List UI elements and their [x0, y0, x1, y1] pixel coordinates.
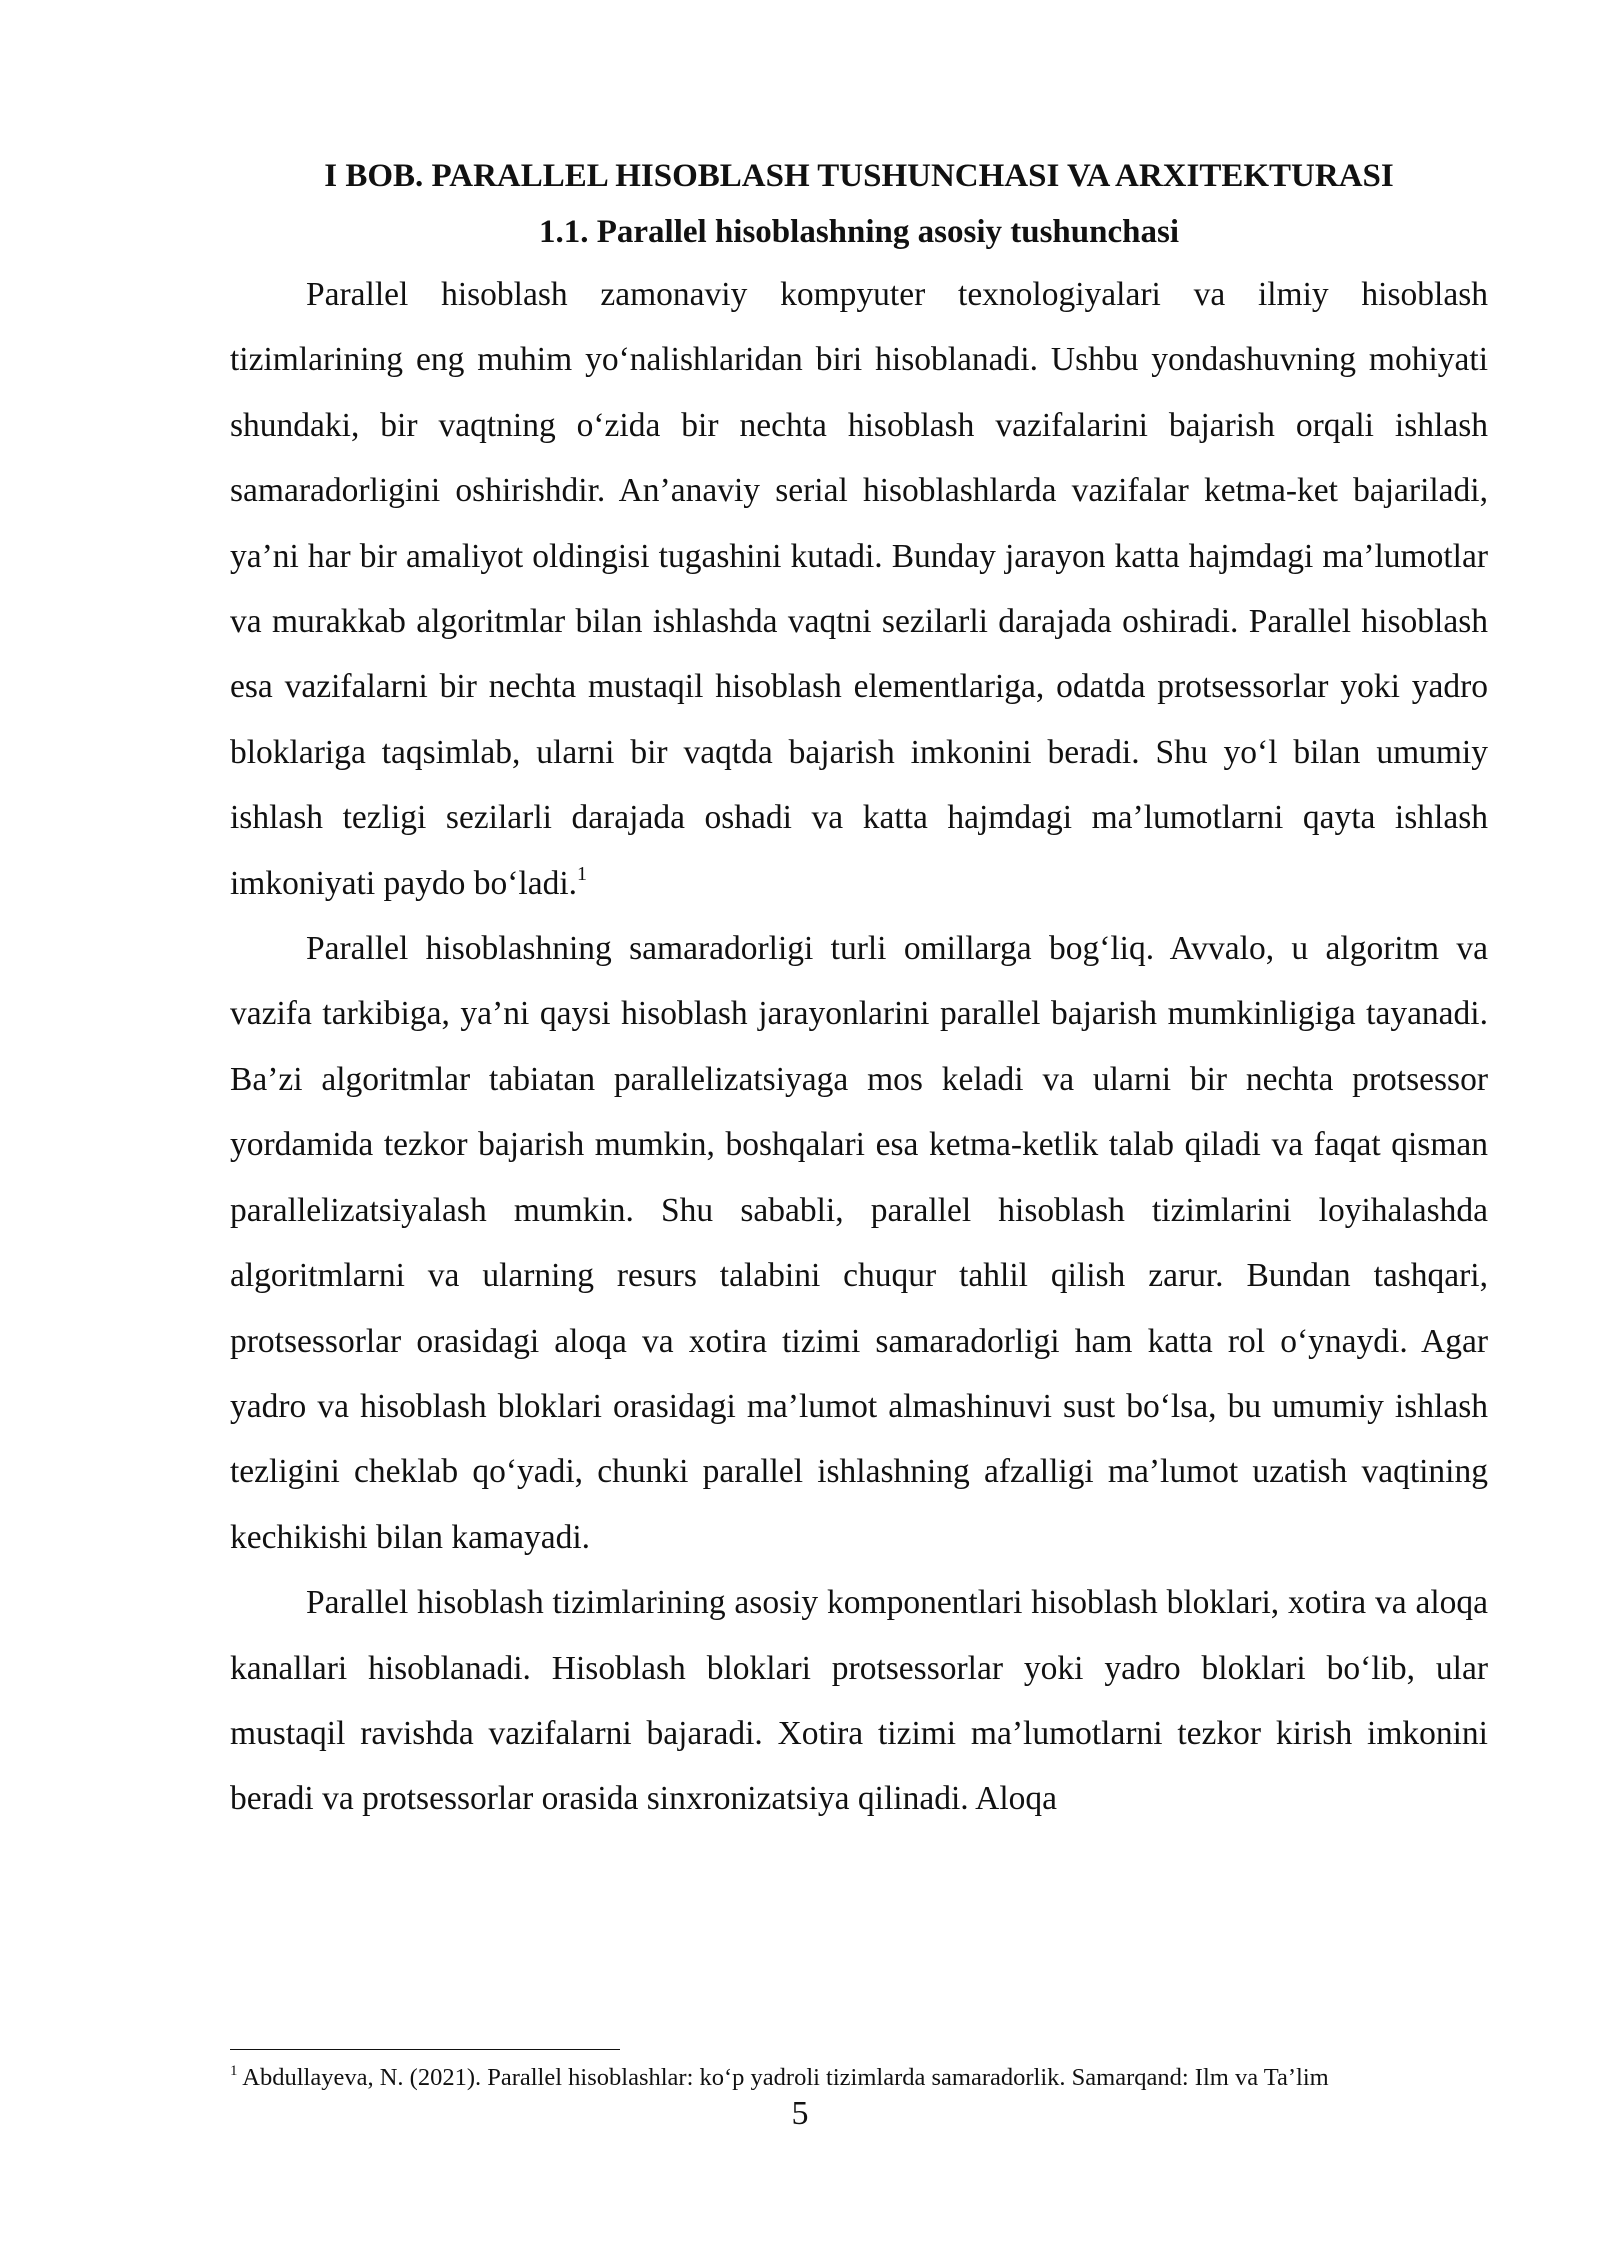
chapter-title: I BOB. PARALLEL HISOBLASH TUSHUNCHASI VA ARXITEKTURASI	[324, 158, 1394, 194]
paragraph-1	[230, 262, 1488, 916]
page-content	[230, 150, 1488, 1832]
page-number: 5	[791, 2095, 809, 2132]
footnote-separator	[230, 2049, 620, 2050]
footnote-reference[interactable]: 1	[577, 862, 588, 885]
section-title: 1.1. Parallel hisoblashning asosiy tushunchasi	[538, 214, 1180, 250]
footnote-number: 1	[230, 2063, 238, 2079]
paragraph-3: Parallel hisoblash tizimlarining asosiy komponentlari hisoblash bloklari, xotira va aloqa kanallari hisoblanadi. Hisoblash bloklari protsessorlar yoki yadro bloklari bo‘lib, ular mustaqil ravishda vazifalarni bajaradi. Xotira tizimi ma’lumotlarni tezkor kirish imkonini beradi va protsessorlar orasida sinxronizatsiya qilinadi. Aloqa	[230, 1584, 1488, 1818]
footnote	[230, 2062, 1530, 2094]
paragraph-1-text: Parallel hisoblash zamonaviy kompyuter texnologiyalari va ilmiy hisoblash tizimlarining eng muhim yo‘nalishlaridan biri hisoblanadi. Ushbu yondashuvning mohiyati shundaki, bir vaqtning o‘zida bir nechta hisoblash vazifalarini bajarish orqali ishlash samaradorligini oshirishdir. An’anaviy serial hisoblashlarda vazifalar ketma-ket bajariladi, ya’ni har bir amaliyot oldingisi tugashini kutadi. Bunday jarayon katta hajmdagi ma’lumotlar va murakkab algoritmlar bilan ishlashda vaqtni sezilarli darajada oshiradi. Parallel hisoblash esa vazifalarni bir nechta mustaqil hisoblash elementlariga, odatda protsessorlar yoki yadro bloklariga taqsimlab, ularni bir vaqtda bajarish imkonini beradi. Shu yo‘l bilan umumiy ishlash tezligi sezilarli darajada oshadi va katta hajmdagi ma’lumotlarni qayta ishlash imkoniyati paydo bo‘ladi.	[230, 276, 1488, 902]
footnote-text: Abdullayeva, N. (2021). Parallel hisoblashlar: ko‘p yadroli tizimlarda samaradorlik. Samarqand: Ilm va Ta’lim	[242, 2064, 1329, 2091]
paragraph-2: Parallel hisoblashning samaradorligi turli omillarga bog‘liq. Avvalo, u algoritm va vazifa tarkibiga, ya’ni qaysi hisoblash jarayonlarini parallel bajarish mumkinligiga tayanadi. Ba’zi algoritmlar tabiatan parallelizatsiyaga mos keladi va ularni bir nechta protsessor yordamida tezkor bajarish mumkin, boshqalari esa ketma-ketlik talab qiladi va faqat qisman parallelizatsiyalash mumkin. Shu sababli, parallel hisoblash tizimlarini loyihalashda algoritmlarni va ularning resurs talabini chuqur tahlil qilish zarur. Bundan tashqari, protsessorlar orasidagi aloqa va xotira tizimi samaradorligi ham katta rol o‘ynaydi. Agar yadro va hisoblash bloklari orasidagi ma’lumot almashinuvi sust bo‘lsa, bu umumiy ishlash tezligini cheklab qo‘yadi, chunki parallel ishlashning afzalligi ma’lumot uzatish vaqtining kechikishi bilan kamayadi.	[230, 930, 1488, 1556]
